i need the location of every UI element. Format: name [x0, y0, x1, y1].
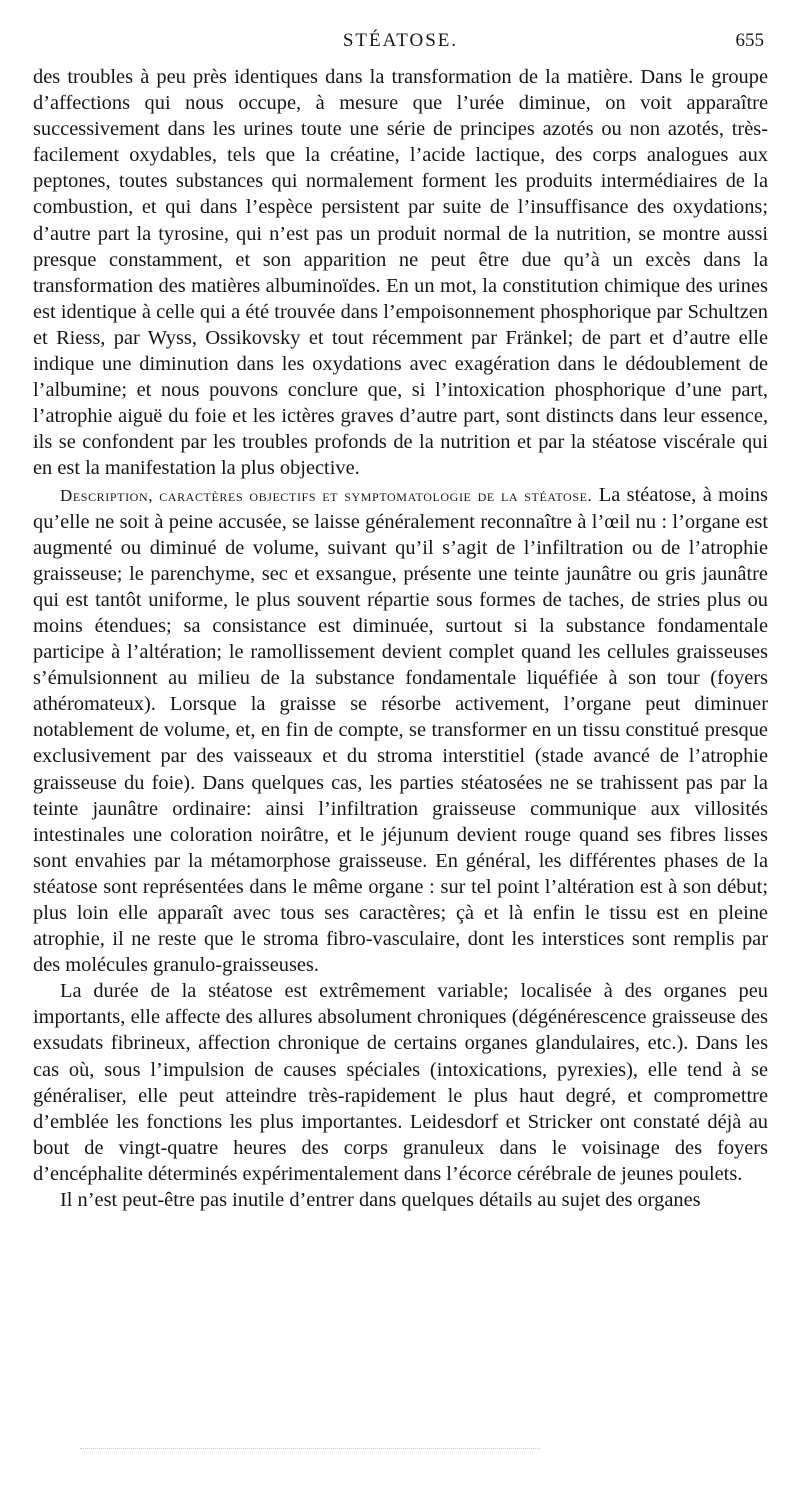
footer-dotted-rule [80, 1448, 540, 1449]
running-header [33, 26, 768, 64]
book-page [33, 26, 768, 1213]
body-text [33, 64, 768, 1213]
section-heading: Description, caractères objectifs et symptomatologie de la stéatose. [60, 485, 593, 505]
section-body: La stéatose, à moins qu’elle ne soit à peine accusée, se laisse généralement reconnaître à l’œil nu : l’organe est augmenté ou diminué de volume, suivant qu’il s’agit de l’infiltration ou de l’atrophie graisseuse; le parenchyme, sec et exsangue, présente une teinte jaunâtre ou gris jaunâtre qui est tantôt uniforme, le plus souvent répartie sous formes de taches, de stries plus ou moins étendues; sa consistance est diminuée, surtout si la substance fondamentale participe à l’altération; le ramollissement devient complet quand les cellules graisseuses s’émulsionnent au milieu de la substance fondamentale liquéfiée à son tour (foyers athéromateux). Lorsque la graisse se résorbe activement, l’organe peut diminuer notablement de volume, et, en fin de compte, se transformer en un tissu constitué presque exclusivement par des vaisseaux et du stroma interstitiel (stade avancé de l’atrophie graisseuse du foie). Dans quelques cas, les parties stéatosées ne se trahissent pas par la teinte jaunâtre ordinaire: ainsi l’infiltration graisseuse communique aux villosités intestinales une coloration noirâtre, et le jéjunum devient rouge quand ses fibres lisses sont envahies par la métamorphose graisseuse. En général, les différentes phases de la stéatose sont représentées dans le même organe : sur tel point l’altération est à son début; plus loin elle apparaît avec tous ses caractères; çà et là enfin le tissu est en pleine atrophie, il ne reste que le stroma fibro-vasculaire, dont les interstices sont remplis par des molécules granulo-graisseuses. [33, 483, 768, 977]
running-title: STÉATOSE. [342, 30, 459, 51]
paragraph-continuation: des troubles à peu près identiques dans la transformation de la matière. Dans le groupe d’affections qui nous occupe, à mesure que l’urée diminue, on voit apparaître successivement dans les urines toute une série de principes azotés ou non azotés, très-facilement oxydables, tels que la créatine, l’acide lactique, des corps analogues aux peptones, toutes substances qui normalement forment les produits intermédiaires de la combustion, et qui dans l’espèce persistent par suite de l’insuffisance des oxydations; d’autre part la tyrosine, qui n’est pas un produit normal de la nutrition, se montre aussi presque constamment, et son apparition ne peut être due qu’à un excès dans la transformation des matières albuminoïdes. En un mot, la constitution chimique des urines est identique à celle qui a été trouvée dans l’empoisonnement phosphorique par Schultzen et Riess, par Wyss, Ossikovsky et tout récemment par Fränkel; de part et d’autre elle indique une diminution dans les oxydations avec exagération dans le dédoublement de l’albumine; et nous pouvons conclure que, si l’intoxication phosphorique d’une part, l’atrophie aiguë du foie et les ictères graves d’autre part, sont distincts dans leur essence, ils se confondent par les troubles profonds de la nutrition et par la stéatose viscérale qui en est la manifestation la plus objective. [33, 66, 768, 480]
paragraph-duration: La durée de la stéatose est extrêmement variable; localisée à des organes peu importants, elle affecte des allures absolument chroniques (dégénérescence graisseuse des exsudats fibrineux, affection chronique de certains organes glandulaires, etc.). Dans les cas où, sous l’impulsion de causes spéciales (intoxications, pyrexies), elle tend à se généraliser, elle peut atteindre très-rapidement le plus haut degré, et compromettre d’emblée les fonctions les plus importantes. Leidesdorf et Stricker ont constaté déjà au bout de vingt-quatre heures des corps granuleux dans le voisinage des foyers d’encéphalite déterminés expérimentalement dans l’écorce cérébrale de jeunes poulets. [33, 980, 768, 1185]
paragraph-description [33, 482, 768, 979]
page-number: 655 [735, 30, 764, 51]
paragraph-organs: Il n’est peut-être pas inutile d’entrer dans quelques détails au sujet des organes [60, 1189, 701, 1212]
